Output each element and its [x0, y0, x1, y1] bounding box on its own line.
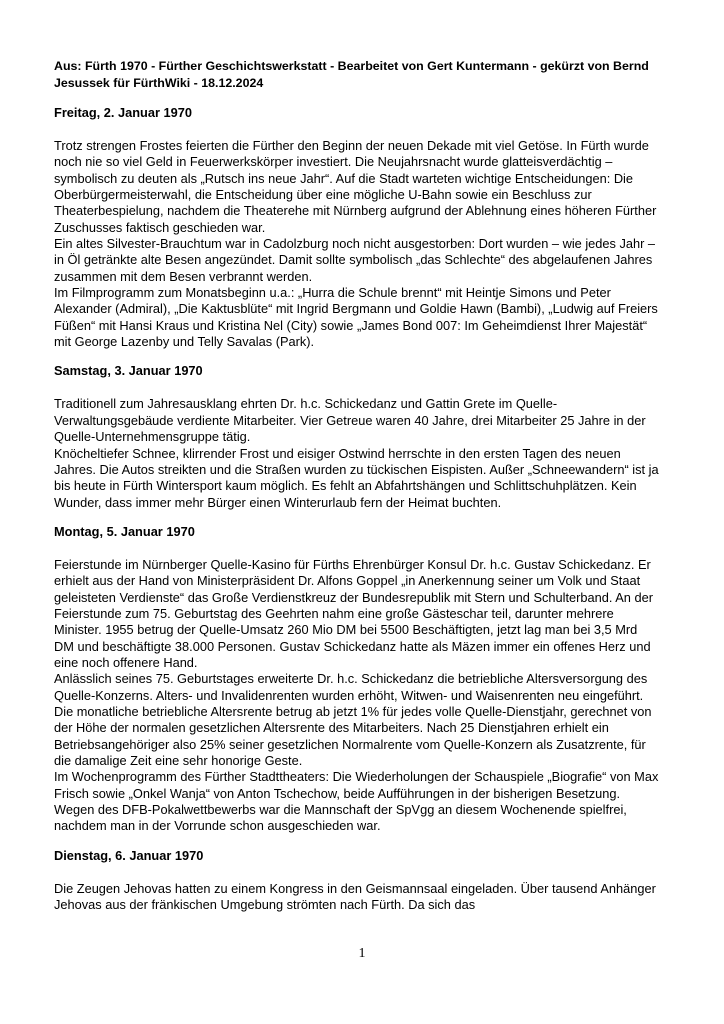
day-heading: Montag, 5. Januar 1970: [54, 523, 195, 539]
day-section-jan-6: [54, 847, 659, 914]
day-section-jan-2: [54, 104, 659, 350]
paragraph: Ein altes Silvester-Brauchtum war in Cadolzburg noch nicht ausgestorben: Dort wurden – wie jedes Jahr – in Öl getränkte alte Besen angezündet. Damit sollte symbolisch „das Schlechte“ des abgelaufenen Jahres zusammen mit dem Besen verbrannt werden.: [54, 236, 656, 284]
paragraph: Anlässlich seines 75. Geburtstages erweiterte Dr. h.c. Schickedanz die betriebliche Altersversorgung des Quelle-Konzerns. Alters- und Invalidenrenten wurden erhöht, Witwen- und Waisenrenten neu eingeführt. Die monatliche betriebliche Altersrente betrug ab jetzt 1% für jedes volle Quelle-Dienstjahr, gerechnet von der Höhe der normalen gesetzlichen Altersrente des Mitarbeiters. Nach 25 Dienstjahren erhielt ein Betriebsangehöriger also 25% seiner gesetzlichen Normalrente vom Quelle-Konzern als Zusatzrente, für die damalige Zeit eine sehr honorige Geste.: [54, 671, 652, 768]
paragraph: Knöcheltiefer Schnee, klirrender Frost und eisiger Ostwind herrschte in den ersten Tagen des neuen Jahres. Die Autos streikten und die Straßen wurden zu tückischen Eispisten. Außer „Schneewandern“ ist ja bis heute in Fürth Wintersport kaum möglich. Es fehlt an Abfahrtshängen und Schlittschuhplätzen. Kein Wunder, dass immer mehr Bürger einen Winterurlaub fern der Heimat buchten.: [54, 445, 659, 510]
page-content: [54, 58, 659, 925]
paragraph: Traditionell zum Jahresausklang ehrten Dr. h.c. Schickedanz und Gattin Grete im Quelle-Verwaltungsgebäude verdiente Mitarbeiter. Vier Getreue waren 40 Jahre, drei Mitarbeiter 25 Jahre in der Quelle-Unternehmensgruppe tätig.: [54, 396, 646, 445]
day-section-jan-3: [54, 362, 659, 510]
day-heading: Dienstag, 6. Januar 1970: [54, 847, 204, 863]
page-number: 1: [358, 946, 366, 961]
paragraph: Im Wochenprogramm des Fürther Stadttheaters: Die Wiederholungen der Schauspiele „Biografie“ von Max Frisch sowie „Onkel Wanja“ von Anton Tschechow, beide Aufführungen in der bisherigen Besetzung.: [54, 769, 659, 801]
day-section-jan-5: [54, 523, 659, 835]
paragraph: Wegen des DFB-Pokalwettbewerbs war die Mannschaft der SpVgg an diesem Wochenende spielfrei, nachdem man in der Vorrunde schon ausgeschieden war.: [54, 802, 627, 834]
paragraph: Trotz strengen Frostes feierten die Fürther den Beginn der neuen Dekade mit viel Getöse. In Fürth wurde noch nie so viel Geld in Feuerwerkskörper investiert. Die Neujahrsnacht wurde glatteisverdächtig – symbolisch zu deuten als „Rutsch ins neue Jahr“. Auf die Stadt warteten wichtige Entscheidungen: Die Oberbürgermeisterwahl, die Entscheidung über eine mögliche U-Bahn sowie ein Beschluss zur Theaterbespielung, nachdem die Theaterehe mit Nürnberg aufgrund der Ablehnung eines höheren Fürther Zuschusses faktisch geschieden war.: [54, 138, 657, 235]
document-header: Aus: Fürth 1970 - Fürther Geschichtswerkstatt - Bearbeitet von Gert Kuntermann - gekürzt von Bernd Jesussek für FürthWiki - 18.12.2024: [54, 59, 649, 90]
paragraph: Feierstunde im Nürnberger Quelle-Kasino für Fürths Ehrenbürger Konsul Dr. h.c. Gustav Schickedanz. Er erhielt aus der Hand von Ministerpräsident Dr. Alfons Goppel „in Anerkennung seiner um Volk und Staat geleisteten Verdienste“ das Große Verdienstkreuz der Bundesrepublik mit Stern und Schulterband. An der Feierstunde zum 75. Geburtstag des Geehrten nahm eine große Gästeschar teil, darunter mehrere Minister. 1955 betrug der Quelle-Umsatz 260 Mio DM bei 5500 Beschäftigten, jetzt lag man bei 3,5 Mrd DM und beschäftigte 38.000 Personen. Gustav Schickedanz hatte als Mäzen immer ein offenes Herz und eine noch offenere Hand.: [54, 556, 653, 670]
paragraph: Im Filmprogramm zum Monatsbeginn u.a.: „Hurra die Schule brennt“ mit Heintje Simons und Peter Alexander (Admiral), „Die Kaktusblüte“ mit Ingrid Bergmann und Goldie Hawn (Bambi), „Ludwig auf Freiers Füßen“ mit Hansi Kraus und Kristina Nel (City) sowie „James Bond 007: Im Geheimdienst Ihrer Majestät“ mit George Lazenby und Telly Savalas (Park).: [54, 285, 658, 350]
day-heading: Samstag, 3. Januar 1970: [54, 363, 203, 379]
day-heading: Freitag, 2. Januar 1970: [54, 105, 192, 120]
paragraph: Die Zeugen Jehovas hatten zu einem Kongress in den Geismannsaal eingeladen. Über tausend Anhänger Jehovas aus der fränkischen Umgebung strömten nach Fürth. Da sich das: [54, 880, 656, 913]
